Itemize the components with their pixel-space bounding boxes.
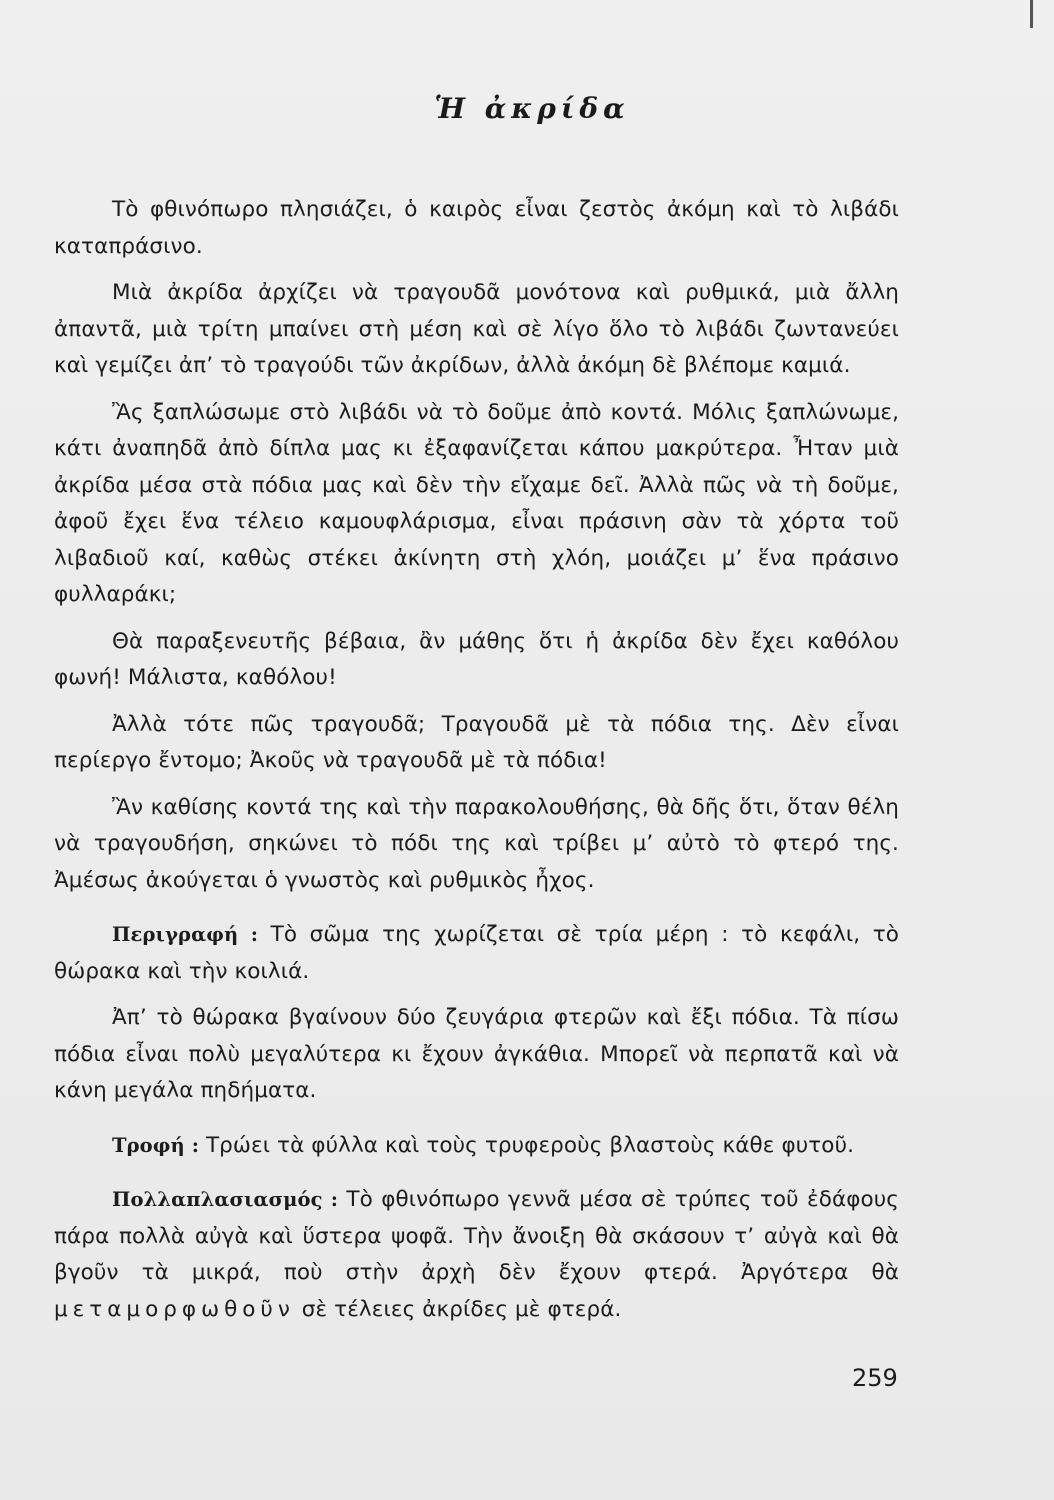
- paragraph-thorax: [54, 1000, 899, 1110]
- paragraph-text: Τρώει τὰ φύλλα καὶ τοὺς τρυφεροὺς βλαστοὺς κάθε φυτοῦ.: [205, 1132, 855, 1158]
- page-title: Ἡ ἀκρίδα: [434, 92, 630, 125]
- paragraph-text: Θὰ παραξενευτῆς βέβαια, ἂν μάθης ὅτι ἡ ἀκρίδα δὲν ἔχει καθόλου φωνή! Μάλιστα, καθόλου!: [54, 628, 899, 690]
- paragraph-text: Τὸ φθινόπωρο πλησιάζει, ὁ καιρὸς εἶναι ζεστὸς ἀκόμη καὶ τὸ λιβάδι καταπράσινο.: [54, 197, 899, 259]
- paragraph-text-tail: σὲ τέλειες ἀκρίδες μὲ φτερά.: [301, 1296, 622, 1322]
- section-lead-food: Τροφή :: [112, 1133, 199, 1157]
- paragraph-text: Ἀλλὰ τότε πῶς τραγουδᾶ; Τραγουδᾶ μὲ τὰ πόδια της. Δὲν εἶναι περίεργο ἔντομο; Ἀκοῦς νὰ τραγουδᾶ μὲ τὰ πόδια!: [54, 711, 899, 773]
- section-lead-description: Περιγραφή :: [112, 923, 259, 946]
- paragraph-no-voice: [54, 624, 899, 697]
- paragraph-text: Ἂν καθίσης κοντά της καὶ τὴν παρακολουθήσης, θὰ δῆς ὅτι, ὅταν θέλη νὰ τραγουδήση, σηκώνει τὸ πόδι της καὶ τρίβει μ’ αὐτὸ τὸ φτερό της. Ἀμέσως ἀκούγεται ὁ γνωστὸς καὶ ρυθμικὸς ἦχος.: [54, 794, 899, 893]
- paragraph-text: Ἂς ξαπλώσωμε στὸ λιβάδι νὰ τὸ δοῦμε ἀπὸ κοντά. Μόλις ξαπλώνωμε, κάτι ἀναπηδᾶ ἀπὸ δίπλα μας κι ἐξαφανίζεται κάπου μακρύτερα. Ἦταν μιὰ ἀκρίδα μέσα στὰ πόδια μας καὶ δὲν τὴν εἴχαμε δεῖ. Ἀλλὰ πῶς νὰ τὴ δοῦμε, ἀφοῦ ἔχει ἕνα τέλειο καμουφλάρισμα, εἶναι πράσινη σὰν τὰ χόρτα τοῦ λιβαδιοῦ καί, καθὼς στέκει ἀκίνητη στὴ χλόη, μοιάζει μ’ ἕνα πράσινο φυλλαράκι;: [54, 399, 899, 607]
- body-text: [54, 192, 899, 1328]
- page-number: 259: [852, 1364, 898, 1392]
- paragraph-text: Τὸ σῶμα της χωρίζεται σὲ τρία μέρη : τὸ κεφάλι, τὸ θώρακα καὶ τὴν κοιλιά.: [54, 922, 899, 984]
- paragraph-description: [54, 917, 899, 990]
- emphasized-word: μεταμορφωθοῦν: [54, 1296, 295, 1322]
- paragraph-text: Ἀπ’ τὸ θώρακα βγαίνουν δύο ζευγάρια φτερῶν καὶ ἔξι πόδια. Τὰ πίσω πόδια εἶναι πολὺ μεγαλύτερα κι ἔχουν ἀγκάθια. Μπορεῖ νὰ περπατᾶ καὶ νὰ κάνη μεγάλα πηδήματα.: [54, 1005, 899, 1103]
- paragraph-song: [54, 275, 899, 385]
- paragraph-food: [54, 1128, 899, 1165]
- paragraph-reproduction: [54, 1182, 899, 1328]
- paragraph-text: Μιὰ ἀκρίδα ἀρχίζει νὰ τραγουδᾶ μονότονα καὶ ρυθμικά, μιὰ ἄλλη ἀπαντᾶ, μιὰ τρίτη μπαίνει στὴ μέση καὶ σὲ λίγο ὅλο τὸ λιβάδι ζωντανεύει καὶ γεμίζει ἀπ’ τὸ τραγούδι τῶν ἀκρίδων, ἀλλὰ ἀκόμη δὲ βλέπομε καμιά.: [54, 280, 899, 378]
- paragraph-text: Τὸ φθινόπωρο γεννᾶ μέσα σὲ τρύπες τοῦ ἐδάφους πάρα πολλὰ αὐγὰ καὶ ὕστερα ψοφᾶ. Τὴν ἄνοιξη θὰ σκάσουν τ’ αὐγὰ καὶ θὰ βγοῦν τὰ μικρά, ποὺ στὴν ἀρχὴ δὲν ἔχουν φτερά. Ἀργότερα θὰ: [54, 1187, 900, 1285]
- section-lead-reproduction: Πολλαπλασιασμός :: [112, 1188, 339, 1211]
- paragraph-sings-with-legs: [54, 707, 899, 780]
- paragraph-intro: [54, 192, 899, 265]
- paragraph-camouflage: [54, 395, 899, 614]
- page-edge-mark: [1030, 0, 1033, 28]
- paragraph-observe: [54, 790, 899, 900]
